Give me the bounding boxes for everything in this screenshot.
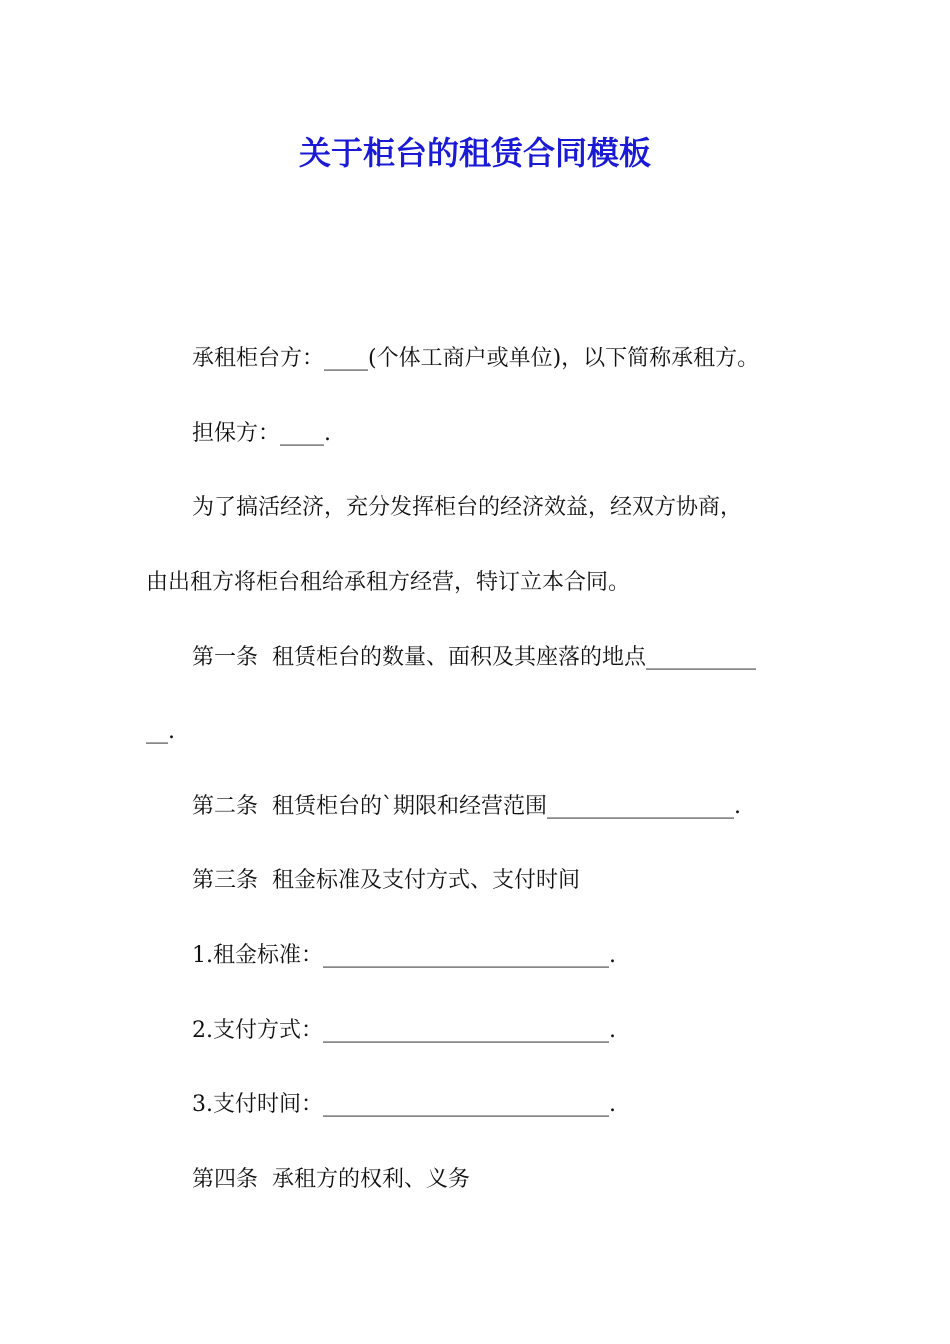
paragraph-guarantor: 担保方：____.: [192, 421, 331, 446]
article-2: 第二条 租赁柜台的`期限和经营范围_________________.: [192, 794, 741, 819]
article-1: 第一条 租赁柜台的数量、面积及其座落的地点__________: [192, 645, 756, 670]
article-3-item-2: 2.支付方式：__________________________.: [192, 1018, 616, 1043]
article-3-item-1: 1.租金标准：__________________________.: [192, 943, 616, 968]
article-3-item-3: 3.支付时间：__________________________.: [192, 1092, 616, 1117]
article-1-continued: __.: [146, 719, 175, 744]
paragraph-intro-continued: 由出租方将柜台租给承租方经营，特订立本合同。: [146, 570, 631, 595]
article-4: 第四条 承租方的权利、义务: [192, 1167, 470, 1192]
paragraph-intro: 为了搞活经济，充分发挥柜台的经济效益，经双方协商，: [192, 495, 743, 520]
paragraph-tenant: 承租柜台方：____(个体工商户或单位)，以下简称承租方。: [192, 346, 760, 371]
document-title: 关于柜台的租赁合同模板: [298, 134, 651, 172]
article-3: 第三条 租金标准及支付方式、支付时间: [192, 868, 580, 893]
